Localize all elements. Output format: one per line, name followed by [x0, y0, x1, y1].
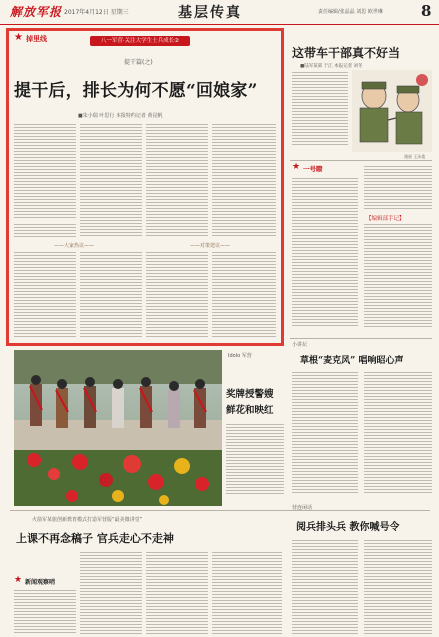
- series-banner: 八一军营·关注大学生士兵成长②: [90, 36, 190, 46]
- bottom-left-body-col3: [146, 552, 208, 634]
- star-icon: ★: [292, 162, 301, 172]
- divider-right-bottom: [290, 338, 432, 339]
- right-mid-body-col1: [292, 178, 358, 328]
- news-photo: [14, 350, 222, 506]
- page-editors: 责任编辑/张晶晶 刘思 欧世琳: [318, 9, 383, 15]
- bottom-left-kicker: 火箭军某旅创新教育模式打造军营版“最美微讲堂”: [32, 517, 143, 523]
- star-icon: ★: [14, 575, 23, 585]
- feature-byline: ■朱小瑞 叶思行 本报特约记者 黄昆帆: [78, 113, 163, 119]
- section-title: 基层传真: [178, 5, 242, 21]
- right-top-body: [292, 72, 348, 146]
- divider-right-mid: [290, 160, 432, 161]
- feature-body-col1b: [14, 224, 76, 238]
- right-mid-body-col2a: [364, 166, 432, 210]
- feature-body-lower2: [80, 252, 142, 338]
- right-bottom-column: 小讲坛: [292, 342, 308, 348]
- issue-date: 2017年4月12日 星期三: [64, 9, 129, 16]
- feature-body-col2: [80, 124, 142, 238]
- right-mid-body-col2b: [364, 224, 432, 328]
- right-bottom-body-col1: [292, 372, 358, 494]
- column-tag-label: 掉里线: [26, 34, 47, 43]
- photo-story-body: [226, 424, 284, 494]
- cartoon-illustration: [352, 70, 432, 152]
- page-number: 8: [421, 2, 432, 20]
- feature-body-col1: [14, 124, 76, 220]
- bottom-left-column-label: 新闻观察哨: [25, 579, 56, 586]
- feature-headline: 提干后，排长为何不愿“回娘家”: [14, 81, 258, 101]
- bottom-left-body-col2: [80, 552, 142, 634]
- masthead: [0, 0, 439, 25]
- subhead-left: ——大家热议——: [54, 243, 95, 249]
- editor-note-subhead: 【编辑部手记】: [366, 216, 405, 222]
- bottom-left-headline: 上课不再念稿子 官兵走心不走神: [16, 532, 174, 545]
- cartoon-caption: 漫画 王泳俊: [404, 154, 426, 159]
- bottom-right-body-col2: [364, 540, 432, 634]
- photo-story-headline-line1: 奖牌授警嫂: [226, 389, 274, 400]
- newspaper-logo: 解放军报: [10, 5, 63, 19]
- right-bottom-headline: 草根“麦克风” 唱响昭心声: [300, 356, 404, 366]
- feature-body-lower3: [146, 252, 208, 338]
- bottom-left-column: [14, 576, 84, 588]
- right-top-headline: 这带车干部真不好当: [292, 46, 401, 60]
- feature-kicker: 提干篇(之): [124, 59, 153, 66]
- right-top-byline: ■陆军某部 于江 本报记者 刘冬: [300, 64, 363, 69]
- feature-body-lower4: [212, 252, 276, 338]
- right-mid-column: [292, 163, 352, 175]
- feature-body-col4: [212, 124, 276, 238]
- column-tag: [14, 33, 66, 45]
- photo-story-headline-line2: 鲜花和映红: [226, 405, 274, 416]
- star-icon: ★: [14, 32, 23, 43]
- feature-body-lower1: [14, 252, 76, 338]
- bottom-left-body-col4: [212, 552, 282, 634]
- bottom-left-body-col1: [14, 590, 76, 634]
- feature-body-col3: [146, 124, 208, 238]
- bottom-right-body-col1: [292, 540, 358, 634]
- right-mid-column-label: 一号瞭: [303, 165, 323, 173]
- bottom-right-column: 营连闲话: [292, 505, 313, 511]
- photo-story-column: Idolo 军营: [228, 353, 252, 359]
- bottom-right-headline: 阅兵排头兵 教你喊号令: [296, 522, 400, 533]
- divider-bottom: [10, 510, 430, 511]
- subhead-right: ——对策建议——: [190, 243, 231, 249]
- right-bottom-body-col2: [364, 372, 432, 494]
